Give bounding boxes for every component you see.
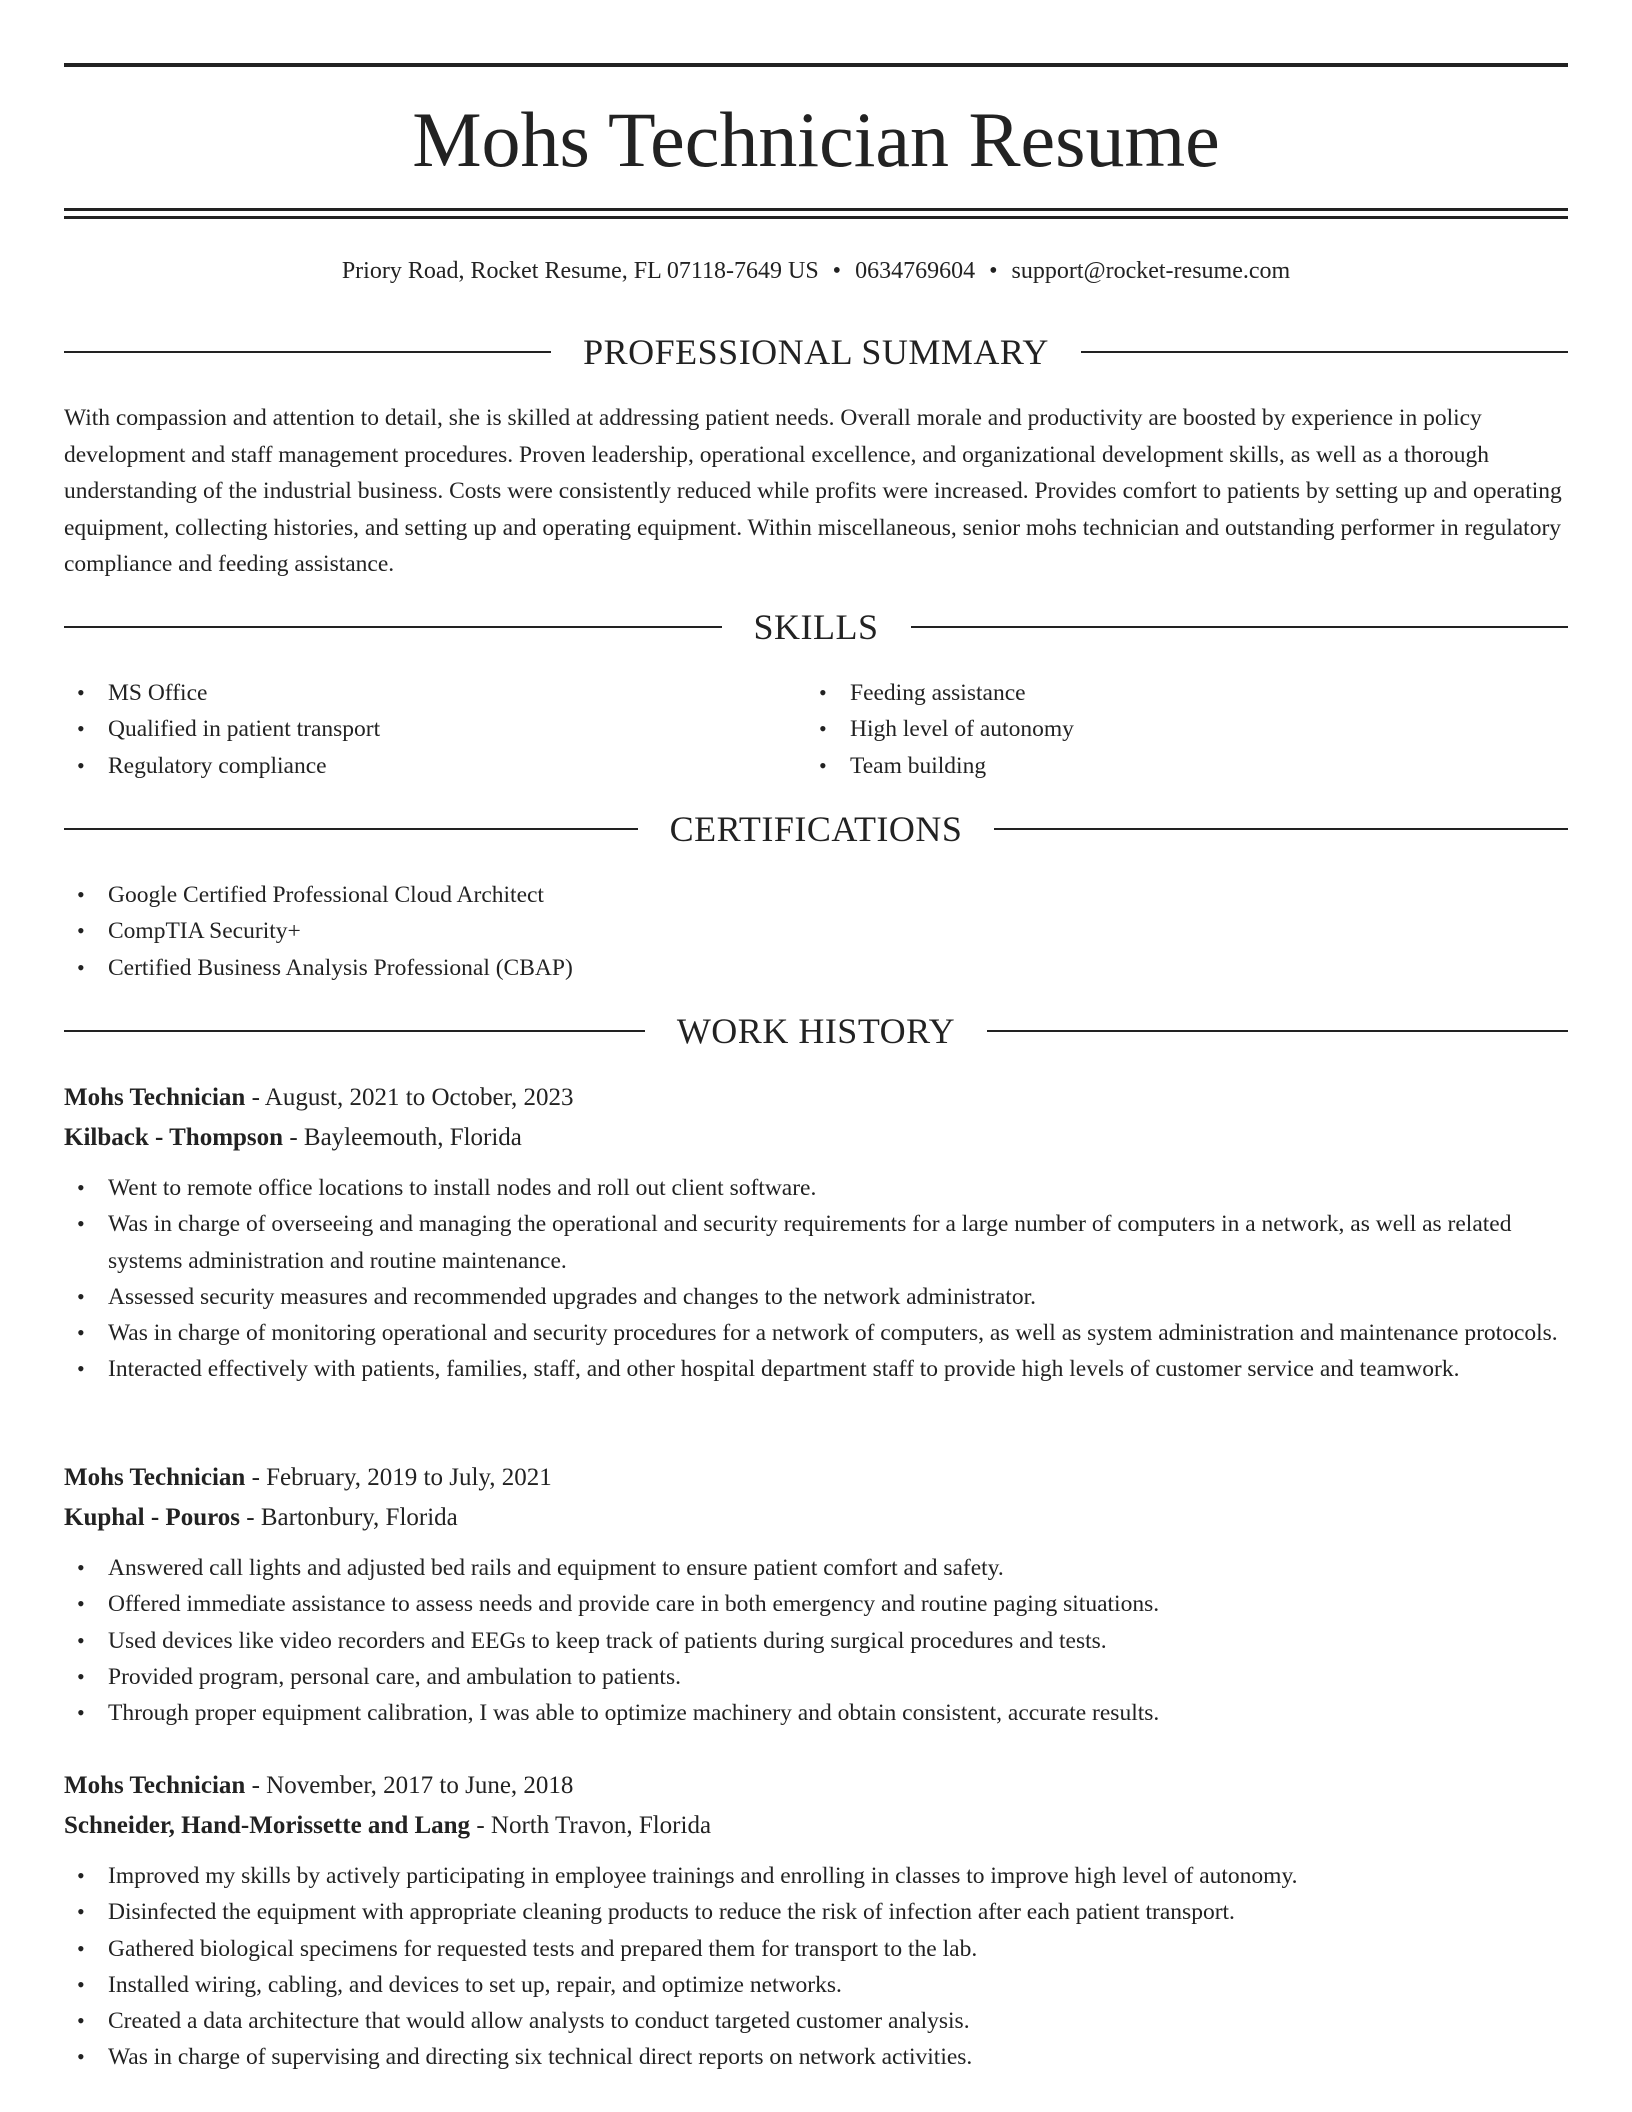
top-rule [64,63,1568,67]
contact-phone: 0634769604 [855,258,976,284]
certification-item: • Certified Business Analysis Professional (CBAP) [64,950,1568,986]
job-title-line: Mohs Technician - February, 2019 to July, 2021 [64,1464,552,1491]
job-bullet: • Created a data architecture that would allow analysts to conduct targeted customer analysis. [64,2003,1568,2039]
page-title: Mohs Technician Resume [412,96,1220,183]
contact-line [64,254,1568,288]
job-bullet: • Was in charge of overseeing and managing the operational and security requirements for a large number of computers in a network, as well as related systems administration and routine maintenance. [64,1206,1568,1279]
job-location: Bartonbury, Florida [260,1504,458,1531]
section-header-skills [64,605,1568,649]
skills-list-right [806,675,1506,784]
job-location: Bayleemouth, Florida [303,1124,522,1151]
section-header-certifications [64,807,1568,851]
job-company-line: Kuphal - Pouros - Bartonbury, Florida [64,1504,458,1531]
job-bullet: • Assessed security measures and recommended upgrades and changes to the network administrator. [64,1279,1568,1315]
contact-separator: • [832,258,842,284]
section-rule-left [64,828,638,830]
contact-address: Priory Road, Rocket Resume, FL 07118-7649 US [341,258,819,284]
job-bullet: • Provided program, personal care, and ambulation to patients. [64,1659,1568,1695]
section-rule-right [1081,351,1568,353]
job-bullets [64,1550,1568,1731]
certification-item: • CompTIA Security+ [64,913,1568,949]
job-dates: February, 2019 to July, 2021 [266,1464,552,1491]
section-title-skills: SKILLS [753,607,879,647]
job-company: Kuphal - Pouros [64,1504,240,1531]
skill-item: • Team building [806,748,1506,784]
job-title: Mohs Technician [64,1772,246,1799]
summary-paragraph: With compassion and attention to detail, she is skilled at addressing patient needs. Overall morale and productivity are boosted by experience in policy development and staff management procedures. Proven leadership, operational excellence, and organizational development skills, as well as a thorough understanding of the industrial business. Costs were consistently reduced while profits were increased. Provides comfort to patients by setting up and operating equipment, collecting histories, and setting up and operating equipment. Within miscellaneous, senior mohs technician and outstanding performer in regulatory compliance and feeding assistance. [64,405,1562,577]
section-rule-left [64,626,722,628]
job-bullet: • Disinfected the equipment with appropriate cleaning products to reduce the risk of infection after each patient transport. [64,1894,1568,1930]
job-bullet: • Was in charge of supervising and directing six technical direct reports on network activities. [64,2039,1568,2075]
job-bullet: • Answered call lights and adjusted bed rails and equipment to ensure patient comfort and safety. [64,1550,1568,1586]
job-company: Kilback - Thompson [64,1124,284,1151]
section-title-summary: PROFESSIONAL SUMMARY [583,332,1049,372]
certification-item: • Google Certified Professional Cloud Architect [64,877,1568,913]
job-title-line: Mohs Technician - August, 2021 to October, 2023 [64,1084,574,1111]
skills-list-left [64,675,764,784]
job-title: Mohs Technician [64,1464,246,1491]
job-title: Mohs Technician [64,1084,246,1111]
job-entry [64,1458,1568,1731]
section-header-summary [64,330,1568,374]
job-bullet: • Through proper equipment calibration, I was able to optimize machinery and obtain consistent, accurate results. [64,1695,1568,1731]
job-entry [64,1078,1568,1388]
section-rule-left [64,351,551,353]
job-bullet: • Interacted effectively with patients, families, staff, and other hospital department staff to provide high levels of customer service and teamwork. [64,1351,1568,1387]
job-location: North Travon, Florida [490,1812,712,1839]
job-bullet: • Improved my skills by actively participating in employee trainings and enrolling in classes to improve high level of autonomy. [64,1858,1568,1894]
skill-item: • Feeding assistance [806,675,1506,711]
job-company: Schneider, Hand-Morissette and Lang [64,1812,471,1839]
job-title-line: Mohs Technician - November, 2017 to June, 2018 [64,1772,574,1799]
job-bullets [64,1858,1568,2076]
job-bullet: • Used devices like video recorders and EEGs to keep track of patients during surgical procedures and tests. [64,1623,1568,1659]
skill-item: • Qualified in patient transport [64,711,764,747]
job-bullet: • Offered immediate assistance to assess needs and provide care in both emergency and routine paging situations. [64,1586,1568,1622]
job-entry [64,1766,1568,2076]
section-title-certifications: CERTIFICATIONS [669,809,963,849]
skill-item: • MS Office [64,675,764,711]
title-rule-lower [64,216,1568,219]
contact-separator: • [989,258,998,284]
job-bullet: • Went to remote office locations to install nodes and roll out client software. [64,1170,1568,1206]
job-dates: November, 2017 to June, 2018 [266,1772,574,1799]
job-company-line: Kilback - Thompson - Bayleemouth, Florida [64,1124,522,1151]
job-bullet: • Gathered biological specimens for requested tests and prepared them for transport to the lab. [64,1931,1568,1967]
skill-item: • Regulatory compliance [64,748,764,784]
section-rule-right [911,626,1569,628]
section-title-work-history: WORK HISTORY [676,1011,956,1051]
section-rule-right [994,828,1568,830]
job-dates: August, 2021 to October, 2023 [264,1084,574,1111]
section-header-work-history [64,1009,1568,1053]
section-rule-left [64,1030,645,1032]
job-bullet: • Was in charge of monitoring operational and security procedures for a network of computers, as well as system administration and maintenance protocols. [64,1315,1568,1351]
job-bullets [64,1170,1568,1388]
job-bullet: • Installed wiring, cabling, and devices to set up, repair, and optimize networks. [64,1967,1568,2003]
section-rule-right [987,1030,1568,1032]
job-company-line: Schneider, Hand-Morissette and Lang - North Travon, Florida [64,1812,712,1839]
skill-item: • High level of autonomy [806,711,1506,747]
title-rule-upper [64,208,1568,211]
certifications-list [64,877,1568,986]
contact-email: support@rocket-resume.com [1011,258,1291,284]
